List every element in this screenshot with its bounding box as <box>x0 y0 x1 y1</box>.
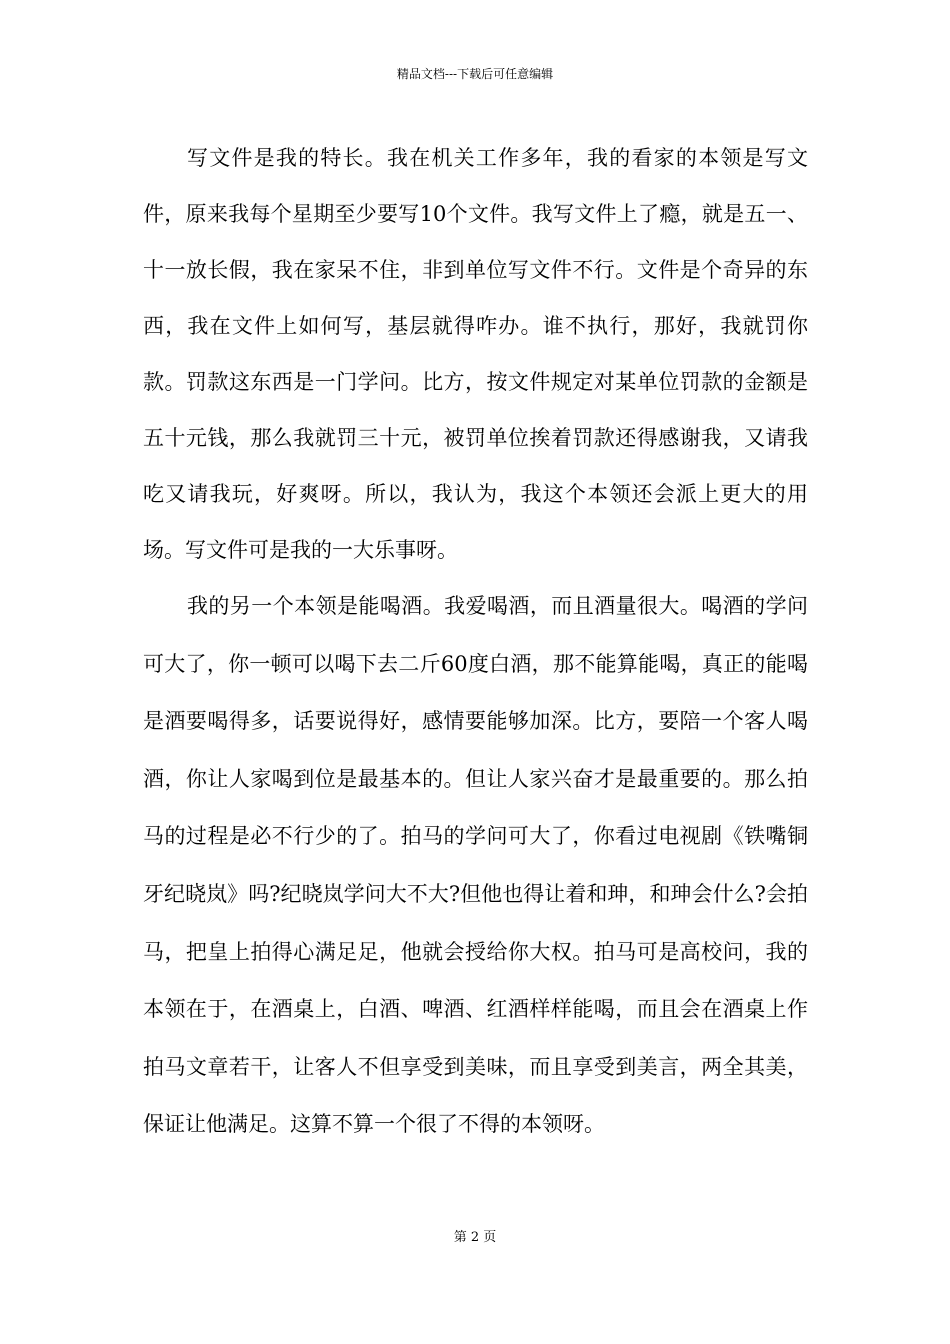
document-body <box>143 130 808 1154</box>
page-number: 第 2 页 <box>453 1230 497 1245</box>
page-header: 精品文档---下载后可任意编辑 <box>396 67 554 81</box>
paragraph-1: 写文件是我的特长。我在机关工作多年，我的看家的本领是写文件，原来我每个星期至少要写10个文件。我写文件上了瘾，就是五一、十一放长假，我在家呆不住，非到单位写文件不行。文件是个奇异的东西，我在文件上如何写，基层就得咋办。谁不执行，那好，我就罚你款。罚款这东西是一门学问。比方，按文件规定对某单位罚款的金额是五十元钱，那么我就罚三十元，被罚单位挨着罚款还得感谢我，又请我吃又请我玩，好爽呀。所以，我认为，我这个本领还会派上更大的用场。写文件可是我的一大乐事呀。 <box>143 146 808 562</box>
paragraph-2: 我的另一个本领是能喝酒。我爱喝酒，而且酒量很大。喝酒的学问可大了，你一顿可以喝下去二斤60度白酒，那不能算能喝，真正的能喝是酒要喝得多，话要说得好，感情要能够加深。比方，要陪一个客人喝酒，你让人家喝到位是最基本的。但让人家兴奋才是最重要的。那么拍马的过程是必不行少的了。拍马的学问可大了，你看过电视剧《铁嘴铜牙纪晓岚》吗?纪晓岚学问大不大?但他也得让着和珅，和珅会什么?会拍马，把皇上拍得心满足足，他就会授给你大权。拍马可是高校问，我的本领在于，在酒桌上，白酒、啤酒、红酒样样能喝，而且会在酒桌上作拍马文章若干，让客人不但享受到美味，而且享受到美言，两全其美，保证让他满足。这算不算一个很了不得的本领呀。 <box>143 594 808 1137</box>
